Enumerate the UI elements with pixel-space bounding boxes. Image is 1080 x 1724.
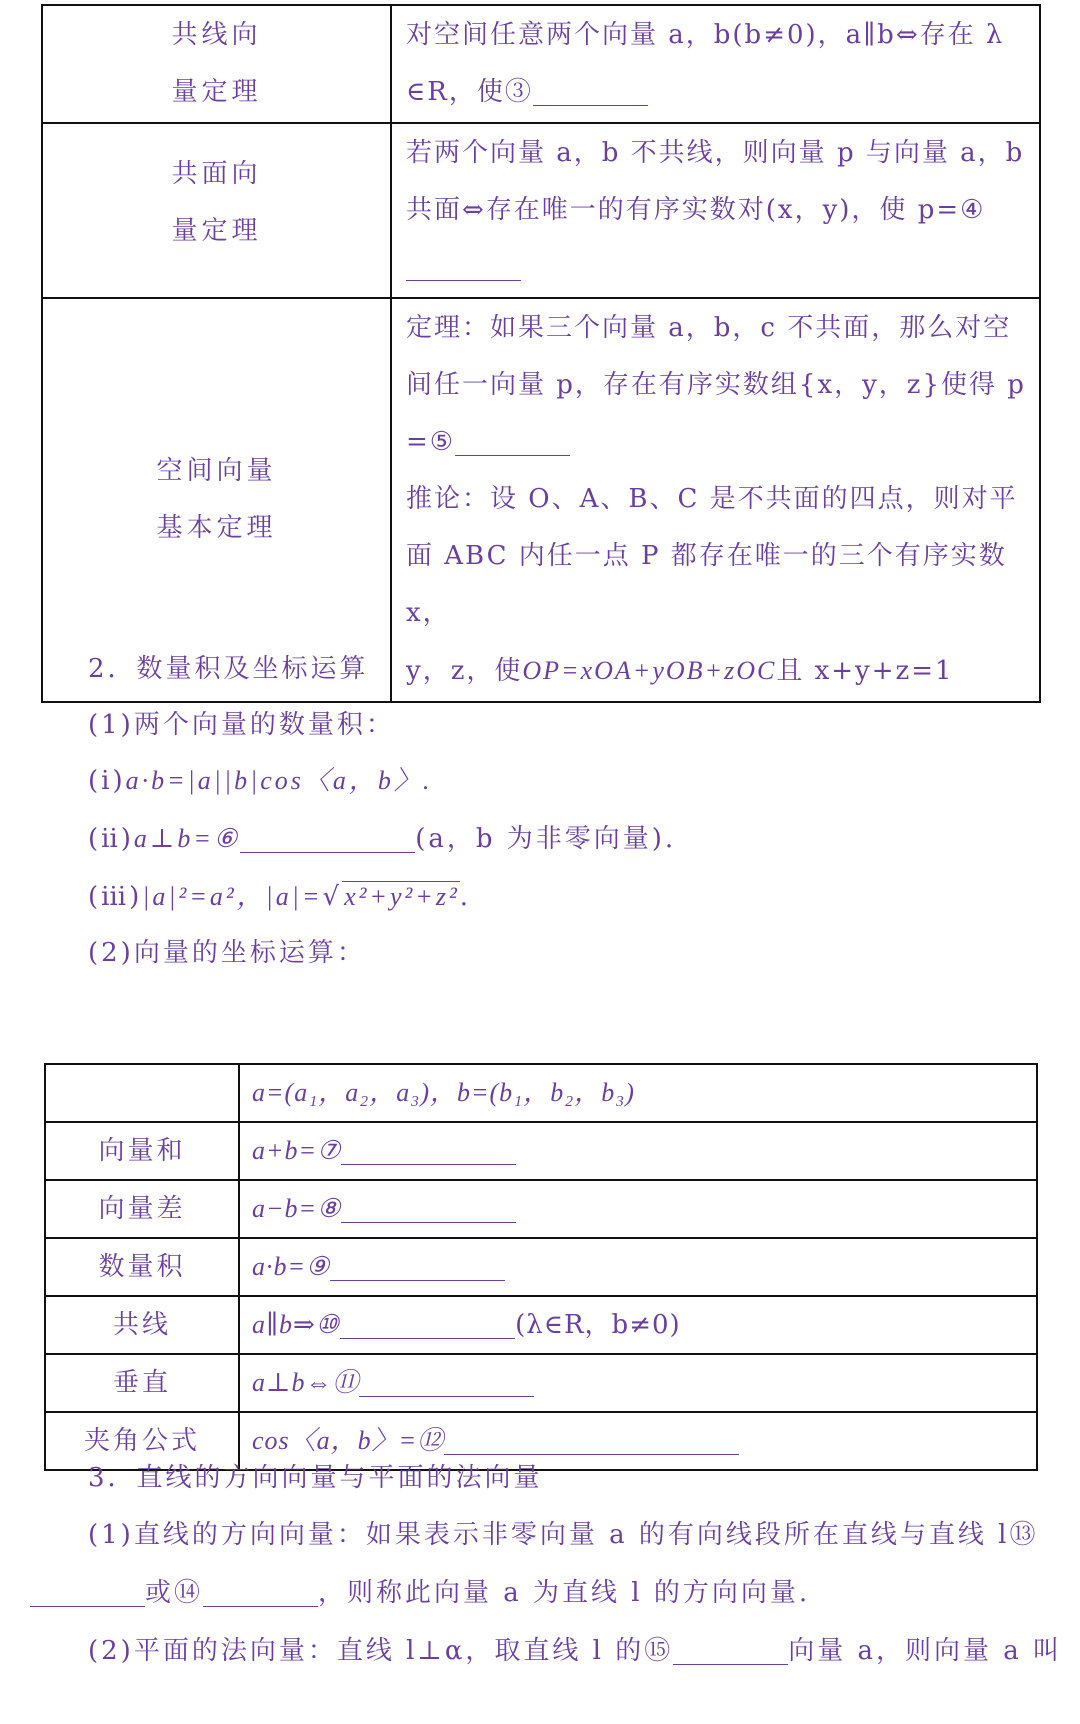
section-3-title: 3．直线的方向向量与平面的法向量 — [88, 1463, 543, 1493]
table-row: 数量积 a·b=⑨ — [45, 1238, 1037, 1296]
blank-14[interactable] — [203, 1577, 318, 1607]
normal-vector-text: (2)平面的法向量：直线 l⊥α，取直线 l 的⑮ 向量 a，则向量 a 叫 — [88, 1636, 1063, 1666]
theorem-label: 共面向 量定理 — [42, 123, 391, 298]
blank-7[interactable] — [341, 1135, 516, 1165]
subsection-dot-product: (1)两个向量的数量积： — [88, 710, 395, 740]
theorem-content: 若两个向量 a，b 不共线，则向量 p 与向量 a，b 共面⇔存在唯一的有序实数对(x，y)，使 p=④ — [391, 123, 1040, 298]
subsection-coordinates: (2)向量的坐标运算： — [88, 938, 366, 968]
table-header: a=(a₁，a₂，a₃)，b=(b₁，b₂，b₃) — [239, 1064, 1037, 1122]
vector-equation: OP=xOA+yOB+zOC — [522, 656, 777, 685]
blank-8[interactable] — [341, 1193, 516, 1223]
direction-vector-text-cont: 或⑭ ，则称此向量 a 为直线 l 的方向向量. — [30, 1572, 810, 1609]
section-2-title: 2．数量积及坐标运算 — [88, 654, 369, 684]
theorem-content: 对空间任意两个向量 a，b(b≠0)，a∥b⇔存在 λ ∈R，使③ — [391, 5, 1040, 123]
blank-15[interactable] — [673, 1635, 788, 1665]
table-row — [42, 5, 1040, 123]
blank-4[interactable] — [406, 251, 521, 281]
coordinate-table — [44, 1063, 1038, 1471]
blank-11[interactable] — [359, 1367, 534, 1397]
table-row — [42, 298, 1040, 702]
table-row: 夹角公式 cos〈a，b〉=⑫ — [45, 1412, 1037, 1470]
table-row: 共线 a∥b⇒⑩ (λ∈R，b≠0) — [45, 1296, 1037, 1354]
table-row — [42, 123, 1040, 298]
formula-iii: (ⅲ)|a|²=a²，|a|=√x²+y²+z². — [88, 882, 472, 912]
table-row: 垂直 a⊥b⇔⑪ — [45, 1354, 1037, 1412]
blank-12[interactable] — [444, 1425, 739, 1455]
blank-9[interactable] — [330, 1251, 505, 1281]
direction-vector-text: (1)直线的方向向量：如果表示非零向量 a 的有向线段所在直线与直线 l⑬ — [88, 1520, 1039, 1550]
theorem-label: 空间向量 基本定理 — [42, 298, 391, 702]
table-row: 向量和 a+b=⑦ — [45, 1122, 1037, 1180]
blank-5[interactable] — [455, 426, 570, 456]
blank-6[interactable] — [240, 823, 415, 853]
theorem-label: 共线向 量定理 — [42, 5, 391, 123]
sqrt-sign: √ — [322, 882, 343, 912]
blank-10[interactable] — [340, 1309, 515, 1339]
formula-i: (ⅰ)a·b=|a||b|cos〈a，b〉. — [88, 766, 433, 796]
blank-13[interactable] — [30, 1577, 145, 1607]
formula-ii: (ⅱ)a⊥b=⑥ (a，b 为非零向量). — [88, 824, 677, 854]
table-row: 向量差 a−b=⑧ — [45, 1180, 1037, 1238]
theorem-content: 定理：如果三个向量 a，b，c 不共面，那么对空 间任一向量 p，存在有序实数组{x，y，z}使得 p =⑤ 推论：设 O、A、B、C 是不共面的四点，则对平 面 ABC 内任一点 P 都存在唯一的三个有序实数 x， y，z，使OP=xOA+yOB+zOC且 x+y+z=1 — [391, 298, 1040, 702]
table-row — [45, 1064, 1037, 1122]
blank-3[interactable] — [533, 76, 648, 106]
theorem-table — [41, 4, 1041, 703]
